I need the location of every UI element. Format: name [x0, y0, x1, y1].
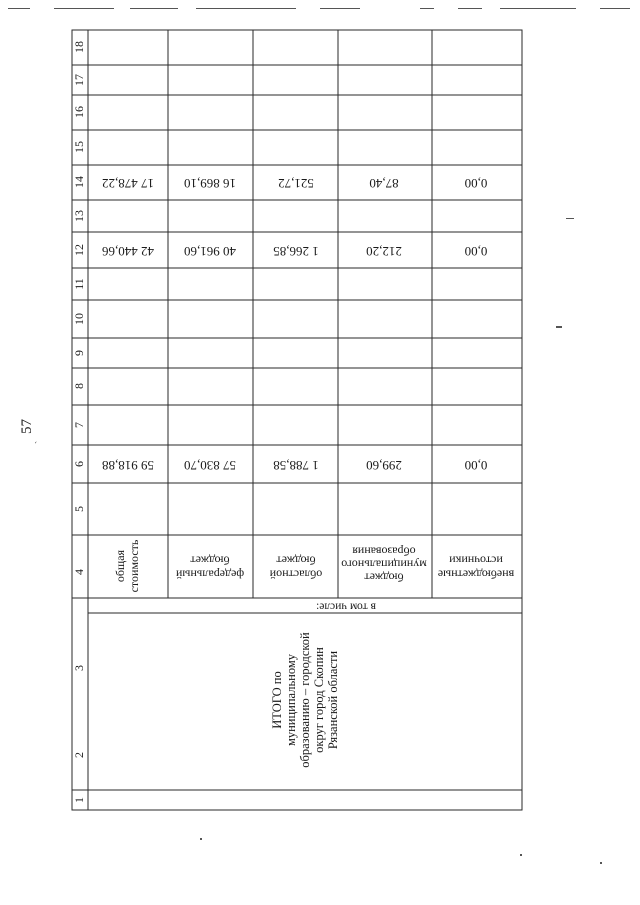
column-number: 13 [71, 210, 86, 222]
svg-text:Рязанской области: Рязанской области [325, 650, 340, 750]
row-label-line: бюджет [364, 570, 404, 585]
value-col6: 57 830,70 [184, 458, 236, 474]
svg-text:округ город Скопин: округ город Скопин [311, 647, 326, 753]
table-row [438, 176, 515, 581]
value-col14: 17 478,22 [102, 176, 154, 192]
svg-text:муниципальному: муниципальному [283, 653, 298, 747]
row-label-line: внебюджетные [437, 567, 515, 582]
row-label-line: стоимость [126, 539, 141, 593]
in-that-number-label: в том числе: [316, 600, 376, 613]
value-col14: 16 869,10 [184, 176, 236, 192]
page-number: 57 [19, 419, 35, 434]
column-number: 14 [71, 176, 86, 188]
value-col12: 1 266,85 [273, 244, 319, 260]
value-col14: 521,72 [278, 176, 314, 192]
column-number: 15 [71, 141, 86, 153]
svg-text:ИТОГО по: ИТОГО по [269, 671, 284, 729]
column-number: 12 [71, 244, 86, 256]
column-number: 17 [71, 74, 86, 86]
value-col12: 42 440,66 [102, 244, 154, 260]
column-number: 6 [71, 461, 86, 467]
column-number: 16 [71, 106, 86, 118]
column-number: 10 [71, 313, 86, 325]
row-label-line: областной [269, 567, 323, 582]
value-col12: 40 961,60 [184, 244, 236, 260]
value-col14: 87,40 [369, 176, 399, 192]
value-col12: 0,00 [464, 244, 488, 260]
value-col12: 212,20 [366, 244, 402, 260]
total-label [270, 632, 340, 768]
table-row [341, 176, 427, 584]
page-number-mark: ˎ [26, 440, 38, 445]
table-row [175, 176, 244, 581]
value-col6: 299,60 [366, 458, 402, 474]
value-col14: 0,00 [464, 176, 488, 192]
row-label-line: общая [112, 549, 127, 583]
column-number: 5 [71, 506, 86, 512]
column-number: 2 [71, 752, 86, 758]
svg-text:образованию – городской: образованию – городской [297, 632, 312, 768]
column-number: 8 [71, 383, 86, 389]
value-col6: 1 788,58 [273, 458, 319, 474]
column-number: 7 [71, 422, 86, 428]
column-number: 9 [71, 350, 86, 356]
column-number: 3 [71, 665, 86, 671]
row-label-line: источники [449, 553, 503, 568]
column-number: 4 [71, 569, 86, 575]
value-col6: 59 918,88 [102, 458, 154, 474]
row-label-line: бюджет [190, 553, 230, 568]
value-col6: 0,00 [464, 458, 488, 474]
table-row [269, 176, 322, 581]
table-row [102, 176, 155, 592]
row-label-line: муниципального [341, 557, 427, 572]
column-number-strip [72, 41, 86, 803]
row-label-line: бюджет [276, 553, 316, 568]
column-number: 1 [71, 797, 86, 803]
column-number: 18 [71, 41, 86, 53]
column-number: 11 [71, 278, 86, 290]
row-label-line: федеральный [175, 567, 245, 582]
row-label-line: образования [352, 544, 416, 559]
